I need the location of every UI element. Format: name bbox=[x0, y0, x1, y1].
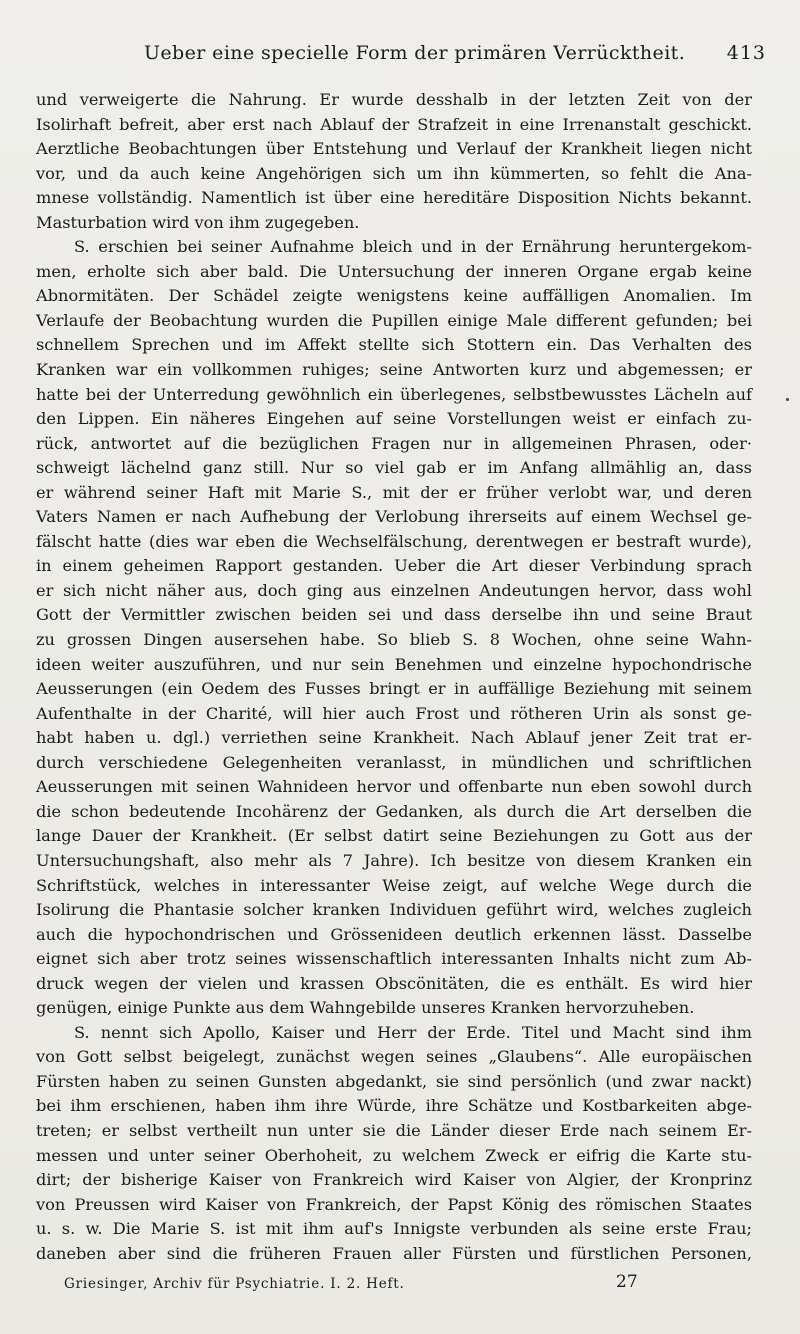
text-line: Isolirung die Phantasie solcher kranken Individuen geführt wird, welches zugleich bbox=[36, 900, 752, 920]
text-line: die schon bedeutende Incohärenz der Gedanken, als durch die Art derselben die bbox=[36, 801, 752, 821]
text-line: durch verschiedene Gelegenheiten veranlasst, in mündlichen und schriftlichen bbox=[36, 752, 752, 772]
text-line: S. erschien bei seiner Aufnahme bleich und in der Ernährung heruntergekom- bbox=[74, 237, 752, 257]
text-line: ideen weiter auszuführen, und nur sein Benehmen und einzelne hypochondrische bbox=[36, 654, 752, 674]
text-line: treten; er selbst vertheilt nun unter sie die Länder dieser Erde nach seinem Er- bbox=[36, 1120, 752, 1140]
text-line: Kranken war ein vollkommen ruhiges; seine Antworten kurz und abgemessen; er bbox=[36, 360, 752, 380]
text-line: fälscht hatte (dies war eben die Wechselfälschung, derentwegen er bestraft wurde), bbox=[36, 531, 752, 551]
text-line: den Lippen. Ein näheres Eingehen auf seine Vorstellungen weist er einfach zu- bbox=[36, 409, 752, 429]
text-line: men, erholte sich aber bald. Die Untersuchung der inneren Organe ergab keine bbox=[36, 261, 752, 281]
text-line: Vaters Namen er nach Aufhebung der Verlobung ihrerseits auf einem Wechsel ge- bbox=[36, 507, 752, 527]
text-line: bei ihm erschienen, haben ihm ihre Würde, ihre Schätze und Kostbarkeiten abge- bbox=[36, 1096, 752, 1116]
text-line: genügen, einige Punkte aus dem Wahngebilde unseres Kranken hervorzuheben. bbox=[36, 998, 695, 1018]
text-line: lange Dauer der Krankheit. (Er selbst datirt seine Beziehungen zu Gott aus der bbox=[36, 826, 752, 846]
text-line: er sich nicht näher aus, doch ging aus einzelnen Andeutungen hervor, dass wohl bbox=[36, 580, 752, 600]
text-line: schweigt lächelnd ganz still. Nur so viel gab er im Anfang allmählig an, dass bbox=[36, 458, 752, 478]
text-line: Gott der Vermittler zwischen beiden sei und dass derselbe ihn und seine Braut bbox=[36, 605, 752, 625]
text-line: eignet sich aber trotz seines wissenschaftlich interessanten Inhalts nicht zum Ab- bbox=[36, 949, 752, 969]
text-line: Aeusserungen (ein Oedem des Fusses bringt er in auffällige Beziehung mit seinem bbox=[36, 679, 752, 699]
text-line: Masturbation wird von ihm zugegeben. bbox=[36, 212, 360, 232]
text-line: S. nennt sich Apollo, Kaiser und Herr der Erde. Titel und Macht sind ihm bbox=[74, 1022, 752, 1042]
text-line: Abnormitäten. Der Schädel zeigte wenigstens keine auffälligen Anomalien. Im bbox=[36, 286, 752, 306]
text-line: hatte bei der Unterredung gewöhnlich ein überlegenes, selbstbewusstes Lächeln auf bbox=[36, 384, 752, 404]
text-line: schnellem Sprechen und im Affekt stellte sich Stottern ein. Das Verhalten des bbox=[36, 335, 752, 355]
print-speck bbox=[786, 398, 789, 401]
text-line: er während seiner Haft mit Marie S., mit der er früher verlobt war, und deren bbox=[36, 482, 752, 502]
text-line: Schriftstück, welches in interessanter Weise zeigt, auf welche Wege durch die bbox=[36, 875, 752, 895]
text-line: dirt; der bisherige Kaiser von Frankreich wird Kaiser von Algier, der Kronprinz bbox=[36, 1170, 752, 1190]
text-line: vor, und da auch keine Angehörigen sich um ihn kümmerten, so fehlt die Ana- bbox=[36, 163, 752, 183]
text-line: messen und unter seiner Oberhoheit, zu welchem Zweck er eifrig die Karte stu- bbox=[36, 1145, 752, 1165]
text-line: in einem geheimen Rapport gestanden. Ueber die Art dieser Verbindung sprach bbox=[36, 556, 752, 576]
text-line: von Gott selbst beigelegt, zunächst wegen seines „Glaubens“. Alle europäischen bbox=[36, 1047, 752, 1067]
text-line: habt haben u. dgl.) verriethen seine Krankheit. Nach Ablauf jener Zeit trat er- bbox=[36, 728, 752, 748]
text-line: Aerztliche Beobachtungen über Entstehung und Verlauf der Krankheit liegen nicht bbox=[36, 139, 752, 159]
page-number: 413 bbox=[726, 42, 766, 64]
text-line: u. s. w. Die Marie S. ist mit ihm auf's Innigste verbunden als seine erste Frau; bbox=[36, 1219, 752, 1239]
text-line: daneben aber sind die früheren Frauen aller Fürsten und fürstlichen Personen, bbox=[36, 1243, 752, 1263]
body-text bbox=[36, 88, 752, 1266]
text-line: Aeusserungen mit seinen Wahnideen hervor und offenbarte nun eben sowohl durch bbox=[36, 777, 752, 797]
text-line: Isolirhaft befreit, aber erst nach Ablauf der Strafzeit in eine Irrenanstalt geschickt. bbox=[36, 114, 752, 134]
text-line: rück, antwortet auf die bezüglichen Fragen nur in allgemeinen Phrasen, oder· bbox=[36, 433, 752, 453]
text-line: Verlaufe der Beobachtung wurden die Pupillen einige Male different gefunden; bei bbox=[36, 310, 752, 330]
running-header bbox=[36, 42, 766, 76]
text-line: auch die hypochondrischen und Grössenideen deutlich erkennen lässt. Dasselbe bbox=[36, 924, 752, 944]
text-line: druck wegen der vielen und krassen Obscönitäten, die es enthält. Es wird hier bbox=[36, 973, 752, 993]
page-footer bbox=[64, 1272, 664, 1300]
text-line: Untersuchungshaft, also mehr als 7 Jahre). Ich besitze von diesem Kranken ein bbox=[36, 850, 752, 870]
running-title: Ueber eine specielle Form der primären Verrücktheit. bbox=[144, 42, 686, 64]
signature-mark: 27 bbox=[616, 1272, 638, 1292]
text-line: Fürsten haben zu seinen Gunsten abgedankt, sie sind persönlich (und zwar nackt) bbox=[36, 1071, 752, 1091]
text-line: mnese vollständig. Namentlich ist über eine hereditäre Disposition Nichts bekannt. bbox=[36, 188, 752, 208]
text-line: von Preussen wird Kaiser von Frankreich, der Papst König des römischen Staates bbox=[36, 1194, 752, 1214]
text-line: Aufenthalte in der Charité, will hier auch Frost und rötheren Urin als sonst ge- bbox=[36, 703, 752, 723]
text-line: zu grossen Dingen ausersehen habe. So blieb S. 8 Wochen, ohne seine Wahn- bbox=[36, 630, 752, 650]
text-line: und verweigerte die Nahrung. Er wurde desshalb in der letzten Zeit von der bbox=[36, 90, 752, 109]
footer-journal-citation: Griesinger, Archiv für Psychiatrie. I. 2. Heft. bbox=[64, 1276, 405, 1292]
